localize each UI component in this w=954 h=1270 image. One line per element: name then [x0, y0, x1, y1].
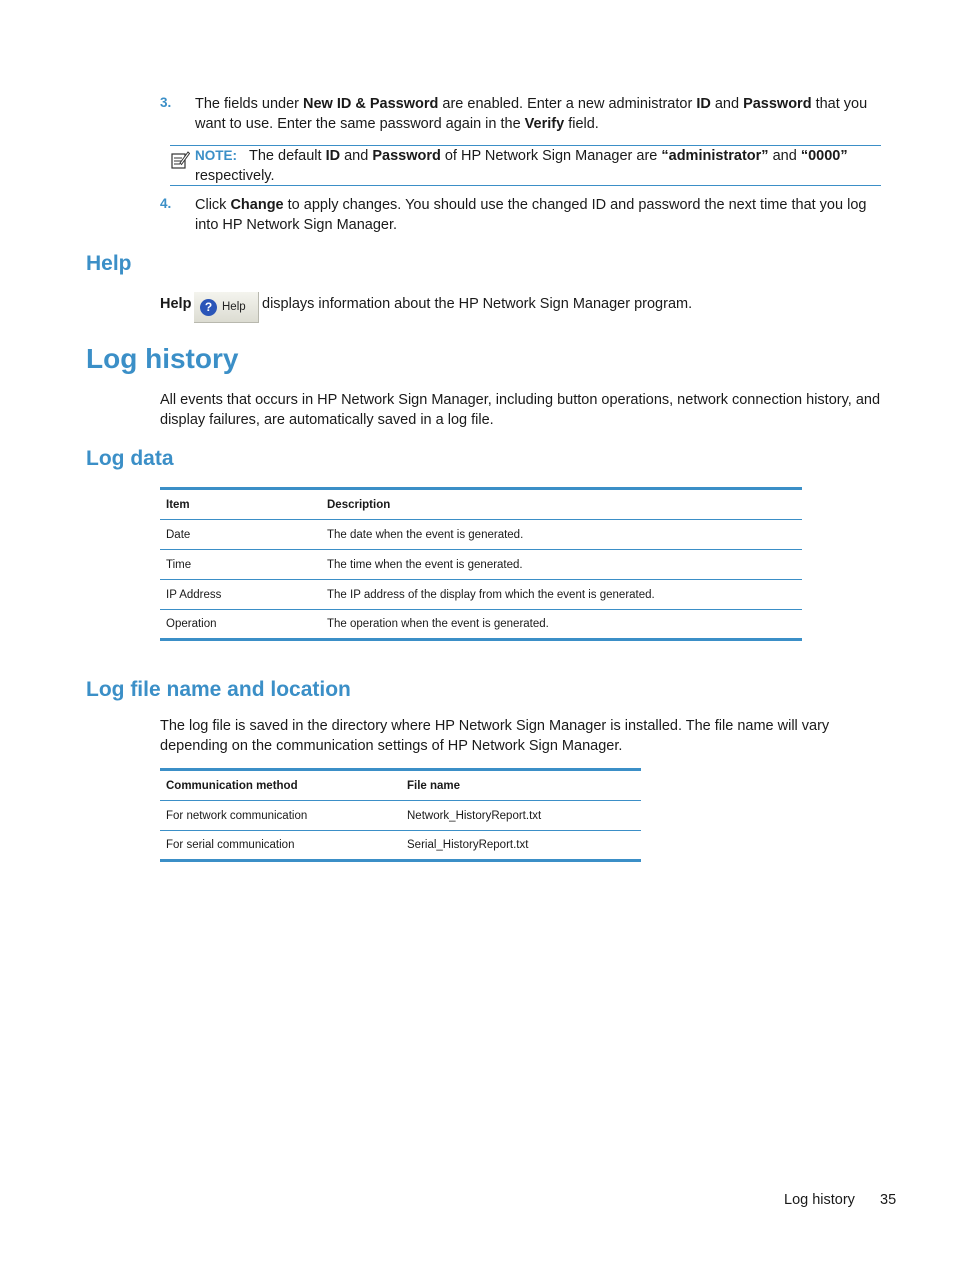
help-button-label: Help — [222, 301, 246, 313]
table-cell: Network_HistoryReport.txt — [401, 801, 641, 831]
log-file-table — [160, 768, 641, 862]
table-row — [160, 520, 802, 550]
step-3-number: 3. — [160, 95, 172, 110]
log-data-heading: Log data — [86, 447, 174, 470]
help-description: displays information about the HP Network Sign Manager program. — [262, 296, 693, 312]
note-icon — [170, 150, 190, 170]
table-header-row — [160, 770, 641, 801]
column-header-item: Item — [160, 489, 321, 520]
page-number: 35 — [880, 1192, 897, 1208]
help-heading: Help — [86, 252, 132, 275]
note-box — [170, 145, 881, 186]
column-header-description: Description — [321, 489, 802, 520]
help-button[interactable] — [194, 292, 259, 323]
table-row — [160, 610, 802, 640]
table-cell: The operation when the event is generated. — [321, 610, 802, 640]
table-cell: The IP address of the display from which the event is generated. — [321, 580, 802, 610]
table-row — [160, 550, 802, 580]
help-label: Help — [160, 296, 192, 312]
log-file-intro: The log file is saved in the directory where HP Network Sign Manager is installed. The file name will vary depending on the communication settings of HP Network Sign Manager. — [160, 718, 830, 754]
footer-section-title: Log history — [784, 1192, 855, 1208]
table-header-row — [160, 489, 802, 520]
table-row — [160, 580, 802, 610]
column-header-file-name: File name — [401, 770, 641, 801]
note-body: The default ID and Password of HP Network Sign Manager are “administrator” and “0000” respectively. — [195, 148, 848, 184]
table-cell: Time — [160, 550, 321, 580]
table-cell: IP Address — [160, 580, 321, 610]
column-header-communication-method: Communication method — [160, 770, 401, 801]
help-question-icon: ? — [200, 299, 217, 316]
table-row — [160, 831, 641, 861]
note-label: NOTE: — [195, 148, 237, 163]
log-history-intro: All events that occurs in HP Network Sign Manager, including button operations, network connection history, and display failures, are automatically saved in a log file. — [160, 392, 881, 428]
table-cell: The date when the event is generated. — [321, 520, 802, 550]
table-cell: Operation — [160, 610, 321, 640]
step-4-number: 4. — [160, 196, 172, 211]
log-data-table — [160, 487, 802, 641]
table-cell: The time when the event is generated. — [321, 550, 802, 580]
step-3-text: The fields under New ID & Password are enabled. Enter a new administrator ID and Password that you want to use. Enter the same password again in the Verify field. — [195, 96, 868, 132]
log-history-heading: Log history — [86, 343, 239, 374]
table-row — [160, 801, 641, 831]
table-cell: For network communication — [160, 801, 401, 831]
table-cell: Date — [160, 520, 321, 550]
step-4-text: Click Change to apply changes. You should use the changed ID and password the next time that you log into HP Network Sign Manager. — [195, 197, 867, 233]
table-cell: Serial_HistoryReport.txt — [401, 831, 641, 861]
log-file-heading: Log file name and location — [86, 678, 351, 701]
table-cell: For serial communication — [160, 831, 401, 861]
note-text — [195, 146, 875, 186]
